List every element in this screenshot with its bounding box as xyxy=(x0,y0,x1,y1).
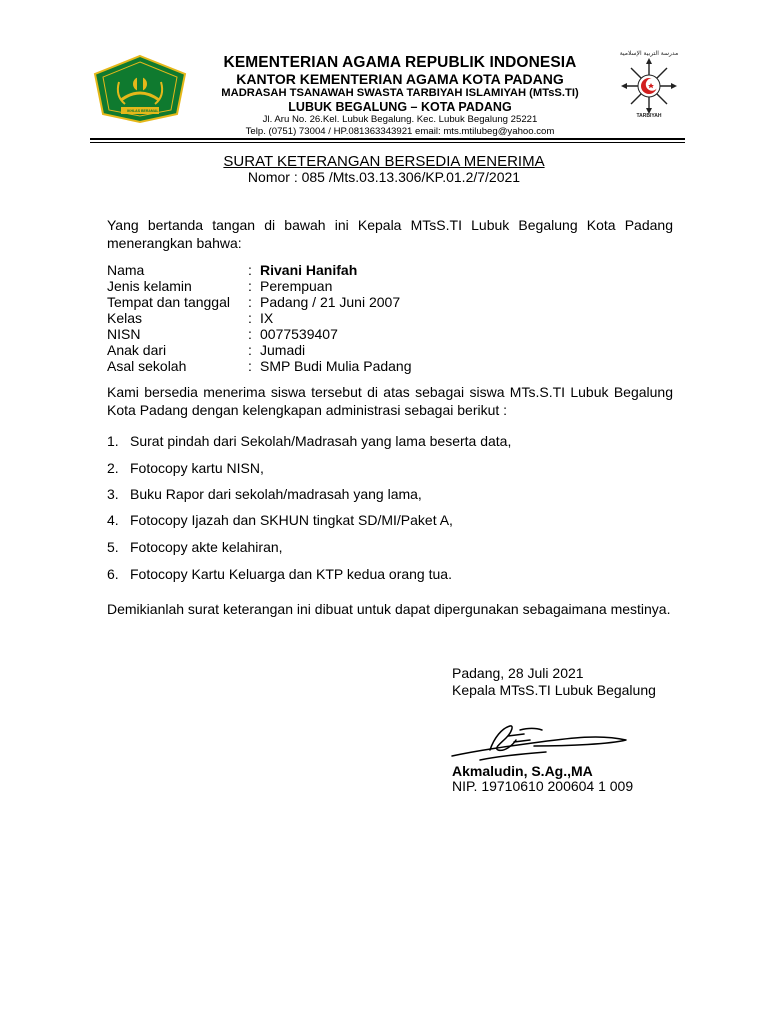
intro-paragraph: Yang bertanda tangan di bawah ini Kepala MTsS.TI Lubuk Begalung Kota Padang menerangkan bahwa: xyxy=(107,217,673,251)
field-value-nisn: 0077539407 xyxy=(260,326,338,342)
letterhead-school: MADRASAH TSANAWAH SWASTA TARBIYAH ISLAMIYAH (MTsS.TI) xyxy=(221,87,579,99)
closing-paragraph: Demikianlah surat keterangan ini dibuat untuk dapat dipergunakan sebagaimana mestinya. xyxy=(107,601,671,617)
left-logo-caption: IKHLAS BERAMAL xyxy=(127,109,159,113)
field-colon: : xyxy=(248,262,252,278)
signature-place-date: Padang, 28 Juli 2021 xyxy=(452,665,584,681)
field-label-tempat-tanggal: Tempat dan tanggal xyxy=(107,294,230,310)
field-label-nama: Nama xyxy=(107,262,145,278)
list-item: Buku Rapor dari sekolah/madrasah yang lama, xyxy=(130,486,422,502)
field-value-tempat-tanggal: Padang / 21 Juni 2007 xyxy=(260,294,401,310)
list-item-number: 5. xyxy=(107,539,119,555)
field-value-jenis-kelamin: Perempuan xyxy=(260,278,333,294)
field-label-jenis-kelamin: Jenis kelamin xyxy=(107,278,192,294)
list-item: Fotocopy Ijazah dan SKHUN tingkat SD/MI/Paket A, xyxy=(130,512,453,528)
signature-position: Kepala MTsS.TI Lubuk Begalung xyxy=(452,682,656,698)
field-colon: : xyxy=(248,358,252,374)
field-value-nama: Rivani Hanifah xyxy=(260,262,358,278)
field-colon: : xyxy=(248,294,252,310)
field-value-kelas: IX xyxy=(260,310,274,326)
list-item-number: 2. xyxy=(107,460,119,476)
field-label-nisn: NISN xyxy=(107,326,141,342)
right-logo-arabic: مدرسة التربية الإسلامية xyxy=(619,50,679,57)
field-label-asal-sekolah: Asal sekolah xyxy=(107,358,187,374)
field-colon: : xyxy=(248,310,252,326)
list-item: Fotocopy akte kelahiran, xyxy=(130,539,283,555)
letterhead-rule-thick xyxy=(90,138,685,140)
letterhead-ministry: KEMENTERIAN AGAMA REPUBLIK INDONESIA xyxy=(223,54,577,71)
tarbiyah-emblem-icon xyxy=(615,50,683,122)
list-item-number: 4. xyxy=(107,512,119,528)
list-item-number: 3. xyxy=(107,486,119,502)
letterhead-address: Jl. Aru No. 26.Kel. Lubuk Begalung. Kec. Lubuk Begalung 25221 xyxy=(262,114,538,125)
letterhead xyxy=(195,54,605,138)
kemenag-emblem-icon xyxy=(91,54,189,124)
signatory-name: Akmaludin, S.Ag.,MA xyxy=(452,763,593,779)
letterhead-location: LUBUK BEGALUNG – KOTA PADANG xyxy=(288,100,512,114)
handwritten-signature xyxy=(450,720,630,762)
letterhead-rule-thin xyxy=(90,142,685,143)
statement-paragraph: Kami bersedia menerima siswa tersebut di atas sebagai siswa MTs.S.TI Lubuk Begalung Kota Padang dengan kelengkapan administrasi sebagai berikut : xyxy=(107,384,673,418)
list-item: Surat pindah dari Sekolah/Madrasah yang lama beserta data, xyxy=(130,433,512,449)
field-colon: : xyxy=(248,326,252,342)
document-title: SURAT KETERANGAN BERSEDIA MENERIMA xyxy=(223,153,545,170)
list-item: Fotocopy Kartu Keluarga dan KTP kedua orang tua. xyxy=(130,566,452,582)
list-item-number: 1. xyxy=(107,433,119,449)
field-value-anak-dari: Jumadi xyxy=(260,342,306,358)
list-item: Fotocopy kartu NISN, xyxy=(130,460,264,476)
right-logo-caption: TARBIYAH xyxy=(636,113,662,119)
signatory-nip: NIP. 19710610 200604 1 009 xyxy=(452,778,634,794)
field-value-asal-sekolah: SMP Budi Mulia Padang xyxy=(260,358,412,374)
list-item-number: 6. xyxy=(107,566,119,582)
field-colon: : xyxy=(248,278,252,294)
field-label-anak-dari: Anak dari xyxy=(107,342,167,358)
field-colon: : xyxy=(248,342,252,358)
field-label-kelas: Kelas xyxy=(107,310,143,326)
document-number: Nomor : 085 /Mts.03.13.306/KP.01.2/7/2021 xyxy=(247,169,521,185)
letterhead-contact: Telp. (0751) 73004 / HP.081363343921 email: mts.mtilubeg@yahoo.com xyxy=(245,126,555,137)
letterhead-office: KANTOR KEMENTERIAN AGAMA KOTA PADANG xyxy=(236,71,564,87)
